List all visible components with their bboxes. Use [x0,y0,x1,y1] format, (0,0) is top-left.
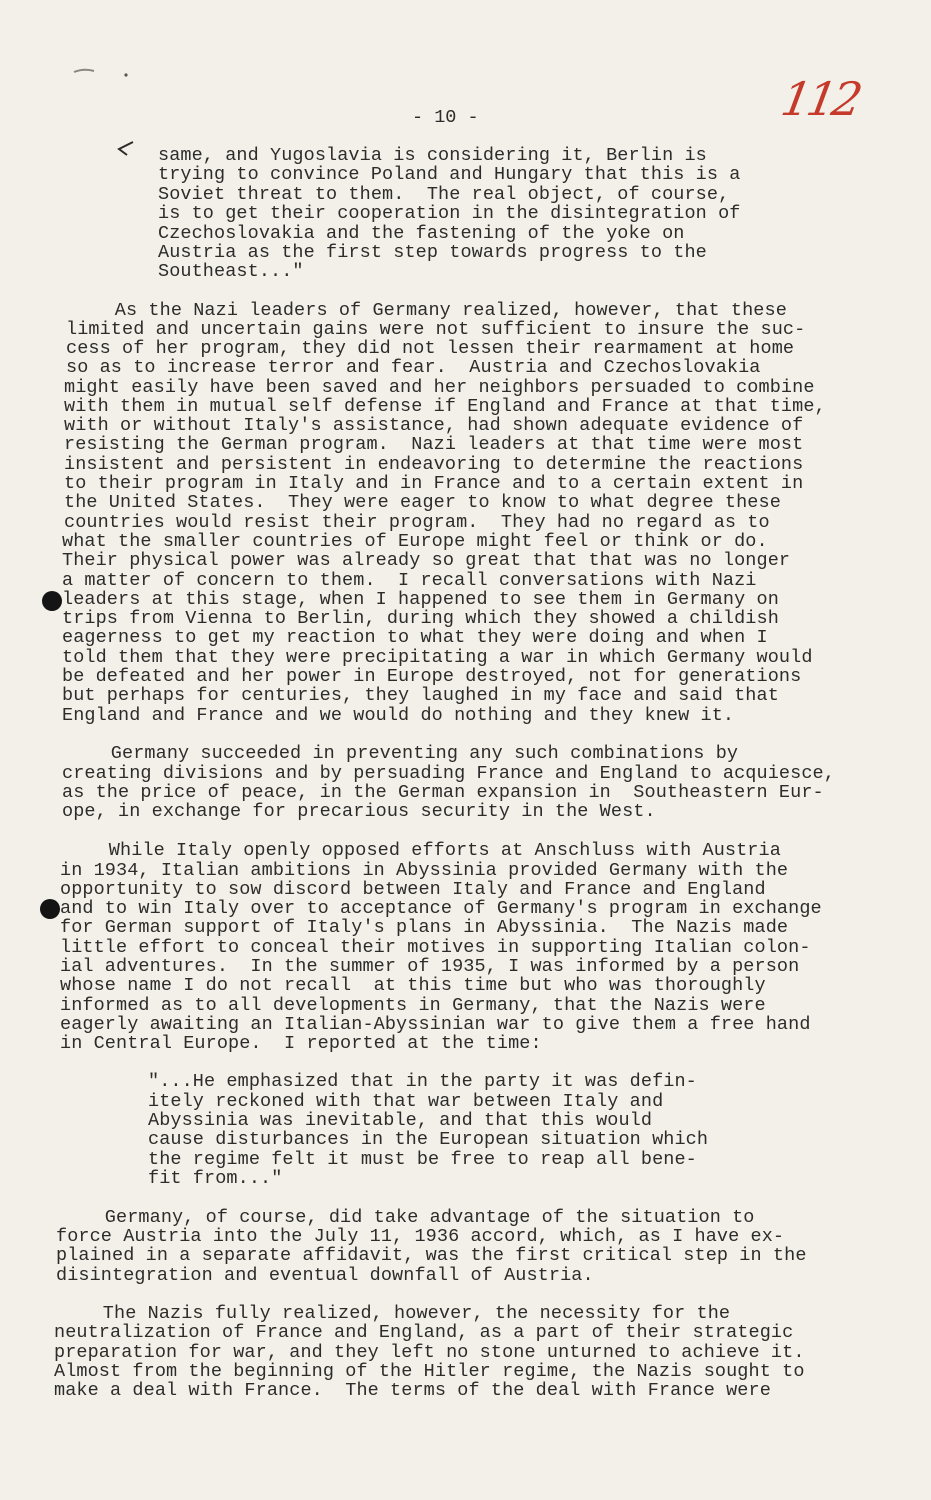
text-line: While Italy openly opposed efforts at Anschluss with Austria [64,840,781,861]
text-line: Their physical power was already so great that that was no longer [62,550,791,571]
text-line: itely reckoned with that war between Italy and [148,1091,664,1112]
text-line: resisting the German program. Nazi leaders at that time were most [64,434,804,455]
text-line: to their program in Italy and in France and to a certain extent in [64,473,804,494]
text-line: fit from..." [148,1168,283,1189]
text-line: eagerness to get my reaction to what they were doing and when I [62,627,768,648]
text-line: leaders at this stage, when I happened to see them in Germany on [62,589,779,610]
text-line: plained in a separate affidavit, was the first critical step in the [56,1245,807,1266]
text-line: England and France and we would do nothing and they knew it. [62,705,735,726]
text-line: preparation for war, and they left no stone unturned to achieve it. [54,1342,805,1363]
text-line: Almost from the beginning of the Hitler regime, the Nazis sought to [54,1361,805,1382]
text-line: disintegration and eventual downfall of Austria. [56,1265,594,1286]
punch-hole-upper [42,591,62,611]
text-line: cess of her program, they did not lessen their rearmament at home [66,338,795,359]
ink-smudge-icon [72,64,132,80]
text-line: but perhaps for centuries, they laughed in my face and said that [62,685,779,706]
text-line: the regime felt it must be free to reap all bene- [148,1149,697,1170]
text-line: with or without Italy's assistance, had shown adequate evidence of [64,415,804,436]
text-line: countries would resist their program. They had no regard as to [64,512,770,533]
text-line: in Central Europe. I reported at the time: [60,1033,542,1054]
text-line: Germany succeeded in preventing any such combinations by [66,743,739,764]
text-line: opportunity to sow discord between Italy and France and England [60,879,766,900]
text-line: trying to convince Poland and Hungary that this is a [158,164,741,185]
punch-hole-lower [40,899,60,919]
text-line: informed as to all developments in Germany, that the Nazis were [60,995,766,1016]
text-line: told them that they were precipitating a war in which Germany would [62,647,813,668]
text-line: ope, in exchange for precarious security in the West. [62,801,656,822]
text-line: Abyssinia was inevitable, and that this would [148,1110,653,1131]
text-line: insistent and persistent in endeavoring to determine the reactions [64,454,804,475]
text-line: neutralization of France and England, as a part of their strategic [54,1322,794,1343]
text-line: little effort to conceal their motives in supporting Italian colon- [60,937,811,958]
text-line: ial adventures. In the summer of 1935, I was informed by a person [60,956,800,977]
text-line: be defeated and her power in Europe destroyed, not for generations [62,666,802,687]
text-line: what the smaller countries of Europe might feel or think or do. [62,531,768,552]
text-line: cause disturbances in the European situation which [148,1129,709,1150]
text-line: trips from Vienna to Berlin, during which they showed a childish [62,608,779,629]
text-line: The Nazis fully realized, however, the necessity for the [58,1303,731,1324]
page-number: - 10 - [412,107,479,128]
text-line: and to win Italy over to acceptance of Germany's program in exchange [60,898,822,919]
text-line: is to get their cooperation in the disintegration of [158,203,741,224]
text-line: "...He emphasized that in the party it was defin- [148,1071,697,1092]
text-line: Germany, of course, did take advantage of the situation to [60,1207,755,1228]
text-line: a matter of concern to them. I recall conversations with Nazi [62,570,757,591]
margin-tick-icon [115,140,135,158]
text-line: limited and uncertain gains were not sufficient to insure the suc- [66,319,806,340]
text-line: Czechoslovakia and the fastening of the yoke on [158,223,685,244]
text-line: Southeast..." [158,261,304,282]
text-line: for German support of Italy's plans in Abyssinia. The Nazis made [60,917,789,938]
text-line: whose name I do not recall at this time but who was thoroughly [60,975,766,996]
text-line: same, and Yugoslavia is considering it, Berlin is [158,145,707,166]
text-line: with them in mutual self defense if England and France at that time, [64,396,826,417]
text-line: Austria as the first step towards progress to the [158,242,707,263]
text-line: might easily have been saved and her neighbors persuaded to combine [64,377,815,398]
text-line: as the price of peace, in the German expansion in Southeastern Eur- [62,782,824,803]
text-line: creating divisions and by persuading France and England to acquiesce, [62,763,835,784]
text-line: eagerly awaiting an Italian-Abyssinian war to give them a free hand [60,1014,811,1035]
text-line: make a deal with France. The terms of the deal with France were [54,1380,771,1401]
handwritten-page-number: 112 [777,72,863,126]
text-line: Soviet threat to them. The real object, of course, [158,184,730,205]
text-line: the United States. They were eager to know to what degree these [64,492,781,513]
text-line: in 1934, Italian ambitions in Abyssinia provided Germany with the [60,860,789,881]
text-line: As the Nazi leaders of Germany realized, however, that these [70,300,787,321]
text-line: force Austria into the July 11, 1936 accord, which, as I have ex- [56,1226,785,1247]
text-line: so as to increase terror and fear. Austria and Czechoslovakia [66,357,761,378]
